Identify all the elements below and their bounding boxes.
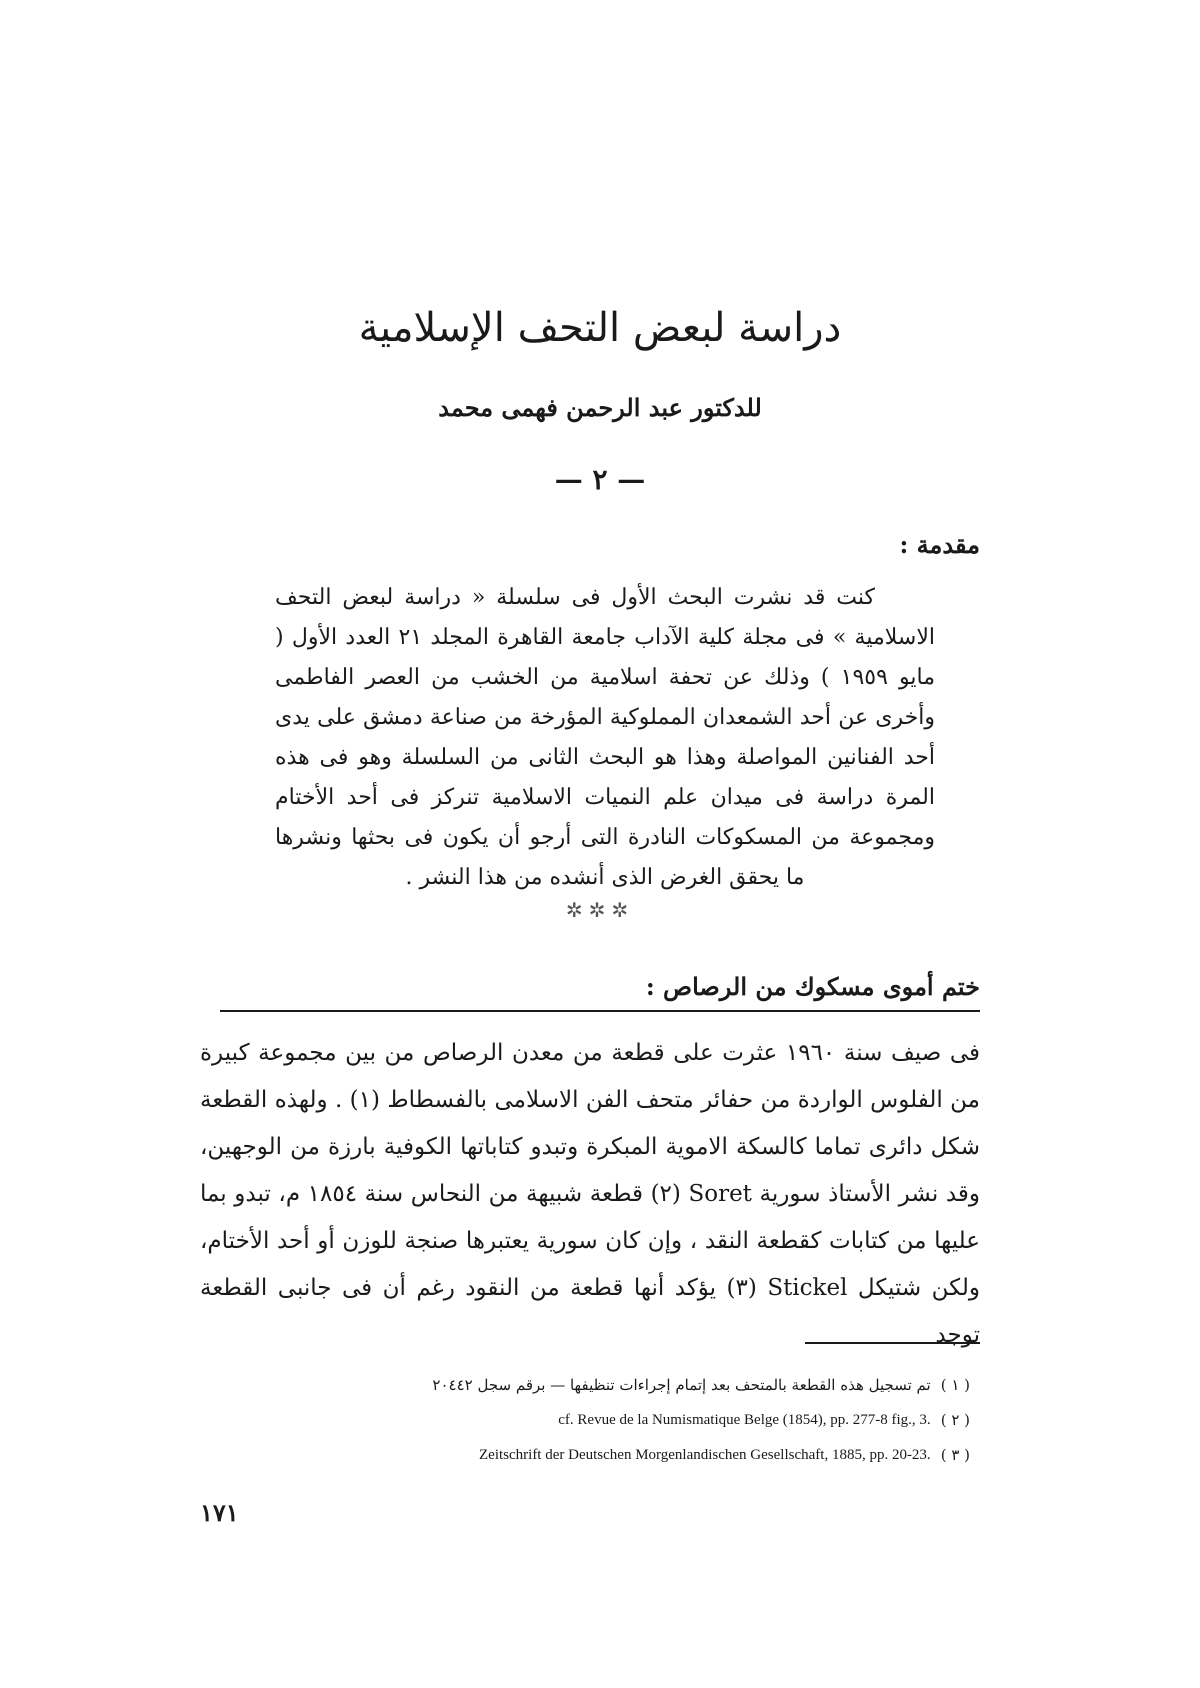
section-paragraph: فى صيف سنة ١٩٦٠ عثرت على قطعة من معدن الرصاص من بين مجموعة كبيرة من الفلوس الواردة من حفائر متحف الفن الاسلامى بالفسطاط (١) . ولهذه القطعة شكل دائرى تماما كالسكة الاموية المبكرة وتبدو كتاباتها الكوفية بارزة من الوجهين، وقد نشر الأستاذ سورية Soret (٢) قطعة شبيهة من النحاس سنة ١٨٥٤ م، تبدو بما عليها من كتابات كقطعة النقد ، وإن كان سورية يعتبرها صنجة للوزن أو أحد الأختام، ولكن شتيكل Stickel (٣) يؤكد أنها قطعة من النقود رغم أن فى جانبى القطعة توجد	[200, 1040, 980, 1348]
footnote-divider	[805, 1342, 980, 1344]
footnotes	[200, 1368, 970, 1473]
part-number: — ٢ —	[554, 463, 646, 496]
footnote-text: Zeitschrift der Deutschen Morgenlandischen Gesellschaft, 1885, pp. 20-23.	[479, 1447, 931, 1463]
article-title: دراسة لبعض التحف الإسلامية	[358, 305, 842, 351]
section-heading-rule	[220, 972, 980, 1012]
intro-body	[275, 578, 935, 898]
section-body	[200, 1030, 980, 1359]
footnote-3	[200, 1438, 970, 1473]
footnote-2	[200, 1403, 970, 1438]
footnote-marker: ( ١ )	[940, 1376, 970, 1394]
intro-paragraph: كنت قد نشرت البحث الأول فى سلسلة « دراسة لبعض التحف الاسلامية » فى مجلة كلية الآداب جامعة القاهرة المجلد ٢١ العدد الأول ( مايو ١٩٥٩ ) وذلك عن تحفة اسلامية من الخشب من العصر الفاطمى وأخرى عن أحد الشمعدان المملوكية المؤرخة من صناعة دمشق على يدى أحد الفنانين المواصلة وهذا هو البحث الثانى من السلسلة وهو فى هذه المرة دراسة فى ميدان علم النميات الاسلامية تنركز فى أحد الأختام ومجموعة من المسكوكات النادرة التى أرجو أن يكون فى بحثها ونشرها ما يحقق الغرض الذى أنشده من هذا النشر .	[275, 585, 936, 890]
footnote-1	[200, 1368, 970, 1403]
section-heading: ختم أموى مسكوك من الرصاص :	[645, 972, 980, 1001]
intro-heading: مقدمة :	[899, 530, 980, 559]
article-author: للدكتور عبد الرحمن فهمى محمد	[438, 393, 762, 422]
footnote-marker: ( ٣ )	[940, 1446, 970, 1464]
page-number: ١٧١	[200, 1498, 239, 1527]
footnote-marker: ( ٢ )	[940, 1411, 970, 1429]
footnote-text: cf. Revue de la Numismatique Belge (1854), pp. 277-8 fig., 3.	[558, 1412, 931, 1428]
footnote-text: تم تسجيل هذه القطعة بالمتحف بعد إتمام إجراءات تنظيفها — برقم سجل ٢٠٤٤٢	[432, 1376, 931, 1394]
section-separator: ✲✲✲	[565, 898, 635, 922]
